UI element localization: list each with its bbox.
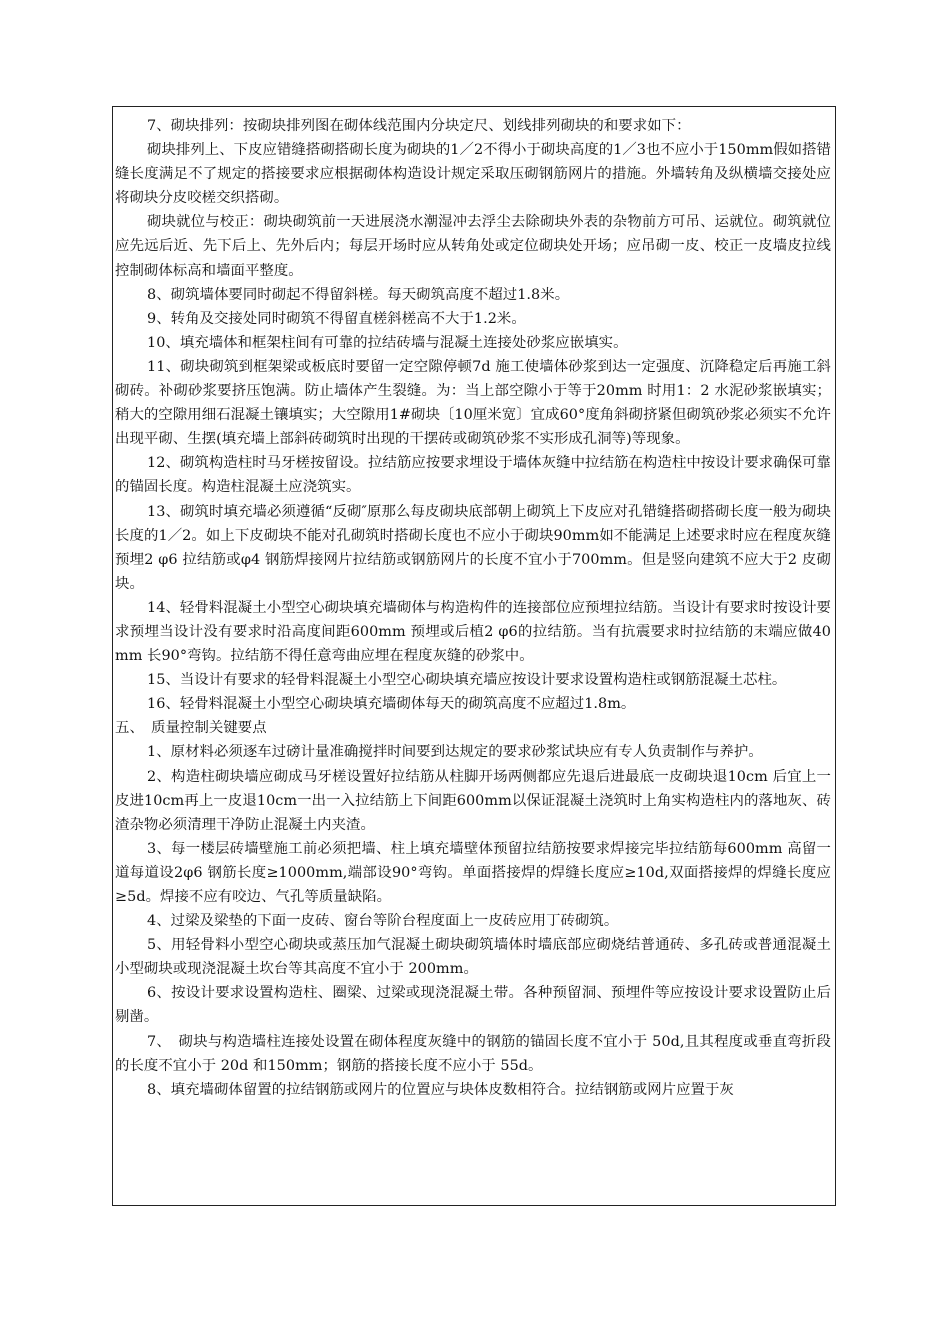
- paragraph: 15、当设计有要求的轻骨料混凝土小型空心砌块填充墙应按设计要求设置构造柱或钢筋混凝土芯柱。: [147, 672, 787, 689]
- section-heading: 五、 质量控制关键要点: [115, 720, 267, 737]
- paragraph: 13、砌筑时填充墙必须遵循“反砌″原那么每皮砌块底部朝上砌筑上下皮应对孔错缝搭砌搭砌长度一般为砌块长度的1／2。如上下皮砌块不能对孔砌筑时搭砌长度也不应小于砌块90mm如不能满足上述要求时应在程度灰缝预埋2 φ6 拉结筋或φ4 钢筋焊接网片拉结筋或钢筋网片的长度不宜小于700mm。但是竖向建筑不应大于2 皮砌块。: [115, 503, 831, 592]
- paragraph: 14、轻骨料混凝土小型空心砌块填充墙砌体与构造构件的连接部位应预埋拉结筋。当设计有要求时按设计要求预埋当设计没有要求时沿高度间距600mm 预埋或后植2 φ6的拉结筋。当有抗震要求时拉结筋的末端应做40mm 长90°弯钩。拉结筋不得任意弯曲应埋在程度灰缝的砂浆中。: [115, 599, 831, 665]
- paragraph: 11、砌块砌筑到框架梁或板底时要留一定空隙停顿7d 施工使墙体砂浆到达一定强度、沉降稳定后再施工斜砌砖。补砌砂浆要挤压饱满。防止墙体产生裂缝。为：当上部空隙小于等于20mm 时用1：2 水泥砂浆嵌填实；稍大的空隙用细石混凝土镶填实；大空隙用1#砌块〔10厘米宽〕宜成60°度角斜砌挤紧但砌筑砂浆必须实不允许出现平砌、生摆(填充墙上部斜砖砌筑时出现的干摆砖或砌筑砂浆不实形成孔洞等)等现象。: [115, 358, 831, 448]
- paragraph: 4、过梁及梁垫的下面一皮砖、窗台等阶台程度面上一皮砖应用丁砖砌筑。: [147, 913, 619, 930]
- paragraph: 6、按设计要求设置构造柱、圈梁、过梁或现浇混凝土带。各种预留洞、预埋件等应按设计要求设置防止后剔凿。: [115, 985, 831, 1026]
- document-body: [115, 114, 831, 1102]
- paragraph: 砌块就位与校正：砌块砌筑前一天进展浇水潮湿冲去浮尘去除砌块外表的杂物前方可吊、运就位。砌筑就位应先远后近、先下后上、先外后内；每层开场时应从转角处或定位砌块处开场；应吊砌一皮、校正一皮墙皮拉线控制砌体标高和墙面平整度。: [115, 214, 831, 279]
- paragraph: 10、填充墙体和框架柱间有可靠的拉结砖墙与混凝土连接处砂浆应嵌填实。: [147, 334, 628, 351]
- paragraph: 8、填充墙砌体留置的拉结钢筋或网片的位置应与块体皮数相符合。拉结钢筋或网片应置于灰: [147, 1081, 734, 1098]
- paragraph: 9、转角及交接处同时砌筑不得留直槎斜槎高不大于1.2米。: [147, 310, 526, 327]
- paragraph: 12、砌筑构造柱时马牙槎按留设。拉结筋应按要求埋设于墙体灰缝中拉结筋在构造柱中按设计要求确保可靠的锚固长度。构造柱混凝土应浇筑实。: [115, 455, 831, 496]
- paragraph: 1、原材料必须逐车过磅计量准确搅拌时间要到达规定的要求砂浆试块应有专人负责制作与养护。: [147, 744, 763, 761]
- paragraph: 2、构造柱砌块墙应砌成马牙槎设置好拉结筋从柱脚开场两侧都应先退后进最底一皮砌块退10cm 后宜上一皮进10cm再上一皮退10cm一出一入拉结筋上下间距600mm以保证混凝土浇筑时上角实构造柱内的落地灰、砖渣杂物必须清理干净防止混凝土内夹渣。: [115, 768, 831, 833]
- paragraph: 7、砌块排列：按砌块排列图在砌体线范围内分块定尺、划线排列砌块的和要求如下：: [147, 118, 691, 134]
- paragraph: 砌块排列上、下皮应错缝搭砌搭砌长度为砌块的1／2不得小于砌块高度的1／3也不应小于150mm假如搭错缝长度满足不了规定的搭接要求应根据砌体构造设计规定采取压砌钢筋网片的措施。外墙转角及纵横墙交接处应将砌块分皮咬槎交织搭砌。: [115, 142, 831, 207]
- paragraph: 7、 砌块与构造墙柱连接处设置在砌体程度灰缝中的钢筋的锚固长度不宜小于 50d,且其程度或垂直弯折段的长度不宜小于 20d 和150mm；钢筋的搭接长度不应小于 55d。: [115, 1033, 831, 1074]
- paragraph: 16、轻骨料混凝土小型空心砌块填充墙砌体每天的砌筑高度不应超过1.8m。: [147, 696, 636, 713]
- paragraph: 3、每一楼层砖墙壁施工前必须把墙、柱上填充墙壁体预留拉结筋按要求焊接完毕拉结筋每600mm 高留一道每道设2φ6 钢筋长度≥1000mm,端部设90°弯钩。单面搭接焊的焊缝长度应≥10d,双面搭接焊的焊缝长度应≥5d。焊接不应有咬边、气孔等质量缺陷。: [115, 840, 831, 905]
- paragraph: 8、砌筑墙体要同时砌起不得留斜槎。每天砌筑高度不超过1.8米。: [147, 286, 570, 303]
- document-table-frame: [112, 106, 836, 1206]
- paragraph: 5、用轻骨料小型空心砌块或蒸压加气混凝土砌块砌筑墙体时墙底部应砌烧结普通砖、多孔砖或普通混凝土小型砌块或现浇混凝土坎台等其高度不宜小于 200mm。: [115, 937, 831, 978]
